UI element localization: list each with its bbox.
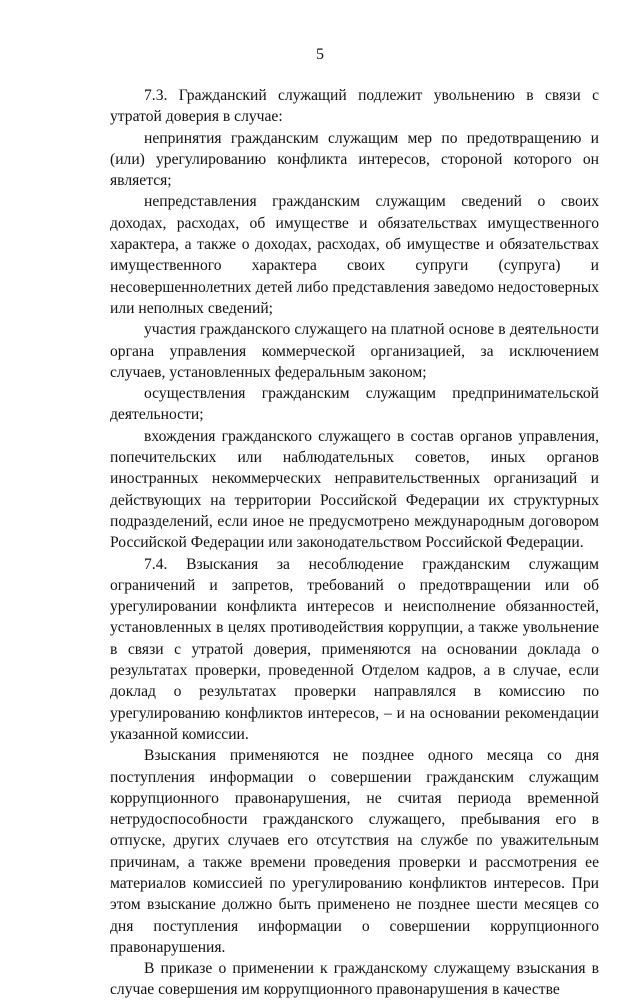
paragraph-conflict-of-interest: непринятия гражданским служащим мер по предотвращению и (или) урегулированию конфликта интересов, стороной которого он является; bbox=[110, 129, 599, 190]
document-body bbox=[110, 85, 599, 1001]
paragraph-entrepreneurship: осуществления гражданским служащим предпринимательской деятельности; bbox=[110, 385, 599, 424]
paragraph-foreign-organizations: вхождения гражданского служащего в состав органов управления, попечительских или наблюдательных советов, иных органов иностранных некоммерческих неправительственных организаций и действующих на территории Российской Федерации их структурных подразделений, если иное не предусмотрено международным договором Российской Федерации или законодательством Российской Федерации. bbox=[110, 427, 599, 552]
paragraph-income-declaration: непредставления гражданским служащим сведений о своих доходах, расходах, об имуществе и обязательствах имущественного характера, а также о доходах, расходах, об имуществе и обязательствах имущественного характера своих супруги (супруга) и несовершеннолетних детей либо представления заведомо недостоверных или неполных сведений; bbox=[110, 193, 599, 317]
paragraph-penalty-deadlines: Взыскания применяются не позднее одного месяца со дня поступления информации о совершении гражданским служащим коррупционного правонарушения, не считая периода временной нетрудоспособности гражданского служащего, пребывания его в отпуске, других случаев его отсутствия на службе по уважительным причинам, а также времени проведения проверки и рассмотрения ее материалов комиссией по урегулированию конфликтов интересов. При этом взыскание должно быть применено не позднее шести месяцев со дня поступления информации о совершении коррупционного правонарушения. bbox=[110, 747, 599, 956]
paragraph-7-3-heading: 7.3. Гражданский служащий подлежит увольнению в связи с утратой доверия в случае: bbox=[110, 87, 599, 126]
paragraph-7-4-penalties: 7.4. Взыскания за несоблюдение гражданским служащим ограничений и запретов, требований о предотвращении или об урегулировании конфликта интересов и неисполнение обязанностей, установленных в целях противодействия коррупции, а также увольнение в связи с утратой доверия, применяются на основании доклада о результатах проверки, проведенной Отделом кадров, а в случае, если доклад о результатах проверки направлялся в комиссию по урегулированию конфликтов интересов, – и на основании рекомендации указанной комиссии. bbox=[110, 555, 599, 743]
paragraph-commercial-management: участия гражданского служащего на платной основе в деятельности органа управления коммерческой организацией, за исключением случаев, установленных федеральным законом; bbox=[110, 321, 599, 381]
page-number: 5 bbox=[316, 46, 324, 63]
paragraph-order-content: В приказе о применении к гражданскому служащему взыскания в случае совершения им коррупционного правонарушения в качестве bbox=[110, 960, 599, 999]
